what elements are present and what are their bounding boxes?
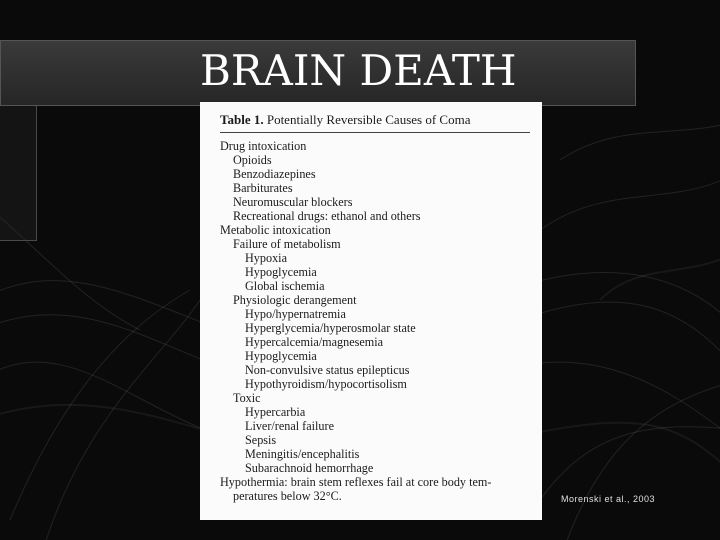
table-row: Metabolic intoxication	[220, 223, 331, 237]
table-row: Hypoglycemia	[245, 349, 317, 363]
table-row: Hypo/hypernatremia	[245, 307, 346, 321]
table-row: Sepsis	[245, 433, 277, 447]
table-caption-text: Potentially Reversible Causes of Coma	[266, 112, 471, 127]
decorative-bracket	[0, 106, 37, 241]
table-row: Hypercarbia	[245, 405, 306, 419]
table-row: Drug intoxication	[220, 139, 307, 153]
table-row: Subarachnoid hemorrhage	[245, 461, 374, 475]
table-row: Hypercalcemia/magnesemia	[245, 335, 384, 349]
table-row: peratures below 32°C.	[233, 489, 342, 503]
table-row: Meningitis/encephalitis	[245, 447, 360, 461]
table-image	[200, 102, 542, 520]
table-row: Hypoglycemia	[245, 265, 317, 279]
table-row: Opioids	[233, 153, 272, 167]
table-row: Global ischemia	[245, 279, 325, 293]
table-row: Barbiturates	[233, 181, 293, 195]
table-row: Recreational drugs: ethanol and others	[233, 209, 421, 223]
table-row: Non-convulsive status epilepticus	[245, 363, 410, 377]
table-row: Toxic	[233, 391, 261, 405]
citation: Morenski et al., 2003	[561, 494, 656, 504]
slide-title: BRAIN DEATH	[200, 46, 517, 95]
table-row: Liver/renal failure	[245, 419, 334, 433]
table-label: Table 1.	[220, 112, 264, 127]
table-row: Hypothermia: brain stem reflexes fail at core body tem-	[220, 475, 492, 489]
table-row: Benzodiazepines	[233, 167, 316, 181]
table-rows	[220, 139, 532, 503]
table-row: Neuromuscular blockers	[233, 195, 353, 209]
table-caption	[220, 112, 530, 133]
table-row: Failure of metabolism	[233, 237, 341, 251]
table-row: Hyperglycemia/hyperosmolar state	[245, 321, 416, 335]
table-row: Hypothyroidism/hypocortisolism	[245, 377, 407, 391]
table-row: Physiologic derangement	[233, 293, 357, 307]
table-row: Hypoxia	[245, 251, 287, 265]
